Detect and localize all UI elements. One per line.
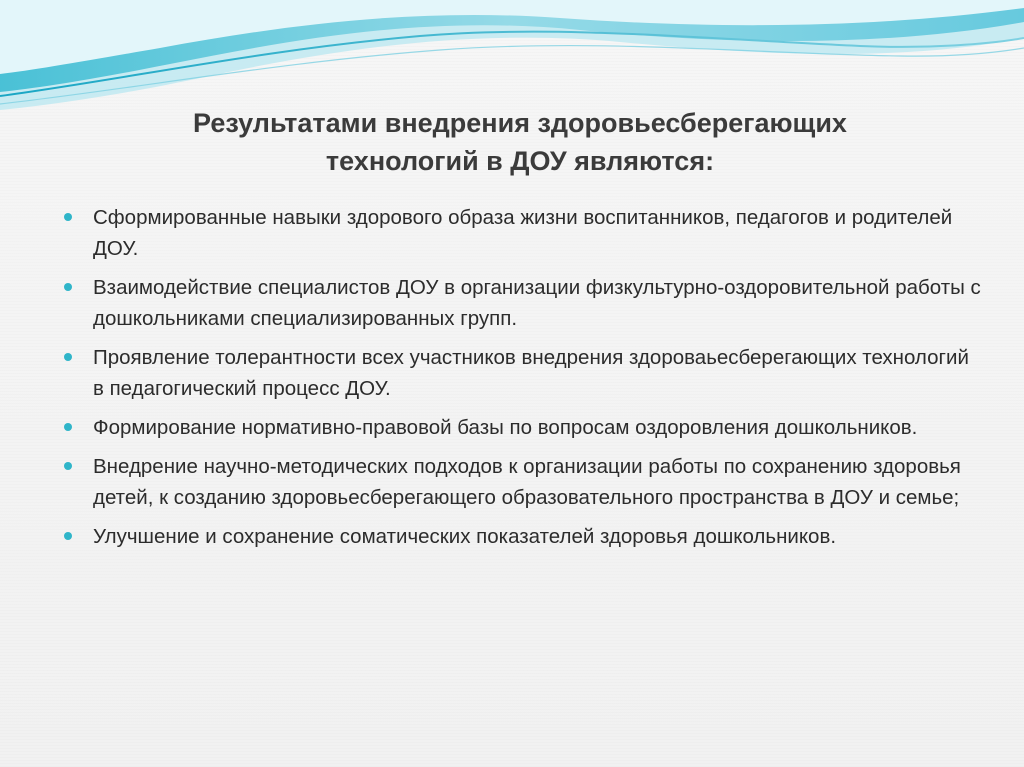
bullet-text: Сформированные навыки здорового образа жизни воспитанников, педагогов и родителей ДОУ. — [93, 206, 953, 260]
bullet-text: Внедрение научно-методических подходов к организации работы по сохранению здоровья детей, к созданию здоровьесберегающего образовательного пространства в ДОУ и семье; — [93, 455, 961, 509]
bullet-text: Взаимодействие специалистов ДОУ в организации физкультурно-оздоровительной работы с дошкольниками специализированных групп. — [93, 276, 981, 330]
bullet-dot-icon — [64, 353, 72, 361]
bullet-text: Улучшение и сохранение соматических показателей здоровья дошкольников. — [93, 525, 837, 548]
bullet-item — [93, 412, 983, 443]
bullet-item — [93, 272, 983, 334]
bullet-dot-icon — [64, 423, 72, 431]
bullet-dot-icon — [64, 462, 72, 470]
slide-title-line-1: Результатами внедрения здоровьесберегающих — [193, 108, 847, 138]
bullet-item — [93, 342, 983, 404]
bullet-item — [93, 202, 983, 264]
slide-title — [70, 104, 970, 180]
bullet-list — [93, 202, 983, 560]
bullet-dot-icon — [64, 532, 72, 540]
bullet-dot-icon — [64, 283, 72, 291]
bullet-item — [93, 521, 983, 552]
bullet-text: Проявление толерантности всех участников внедрения здороваьесберегающих технологий в педагогический процесс ДОУ. — [93, 346, 969, 400]
slide-title-line-2: технологий в ДОУ являются: — [325, 146, 715, 176]
bullet-item — [93, 451, 983, 513]
bullet-dot-icon — [64, 213, 72, 221]
bullet-text: Формирование нормативно-правовой базы по вопросам оздоровления дошкольников. — [93, 416, 918, 439]
